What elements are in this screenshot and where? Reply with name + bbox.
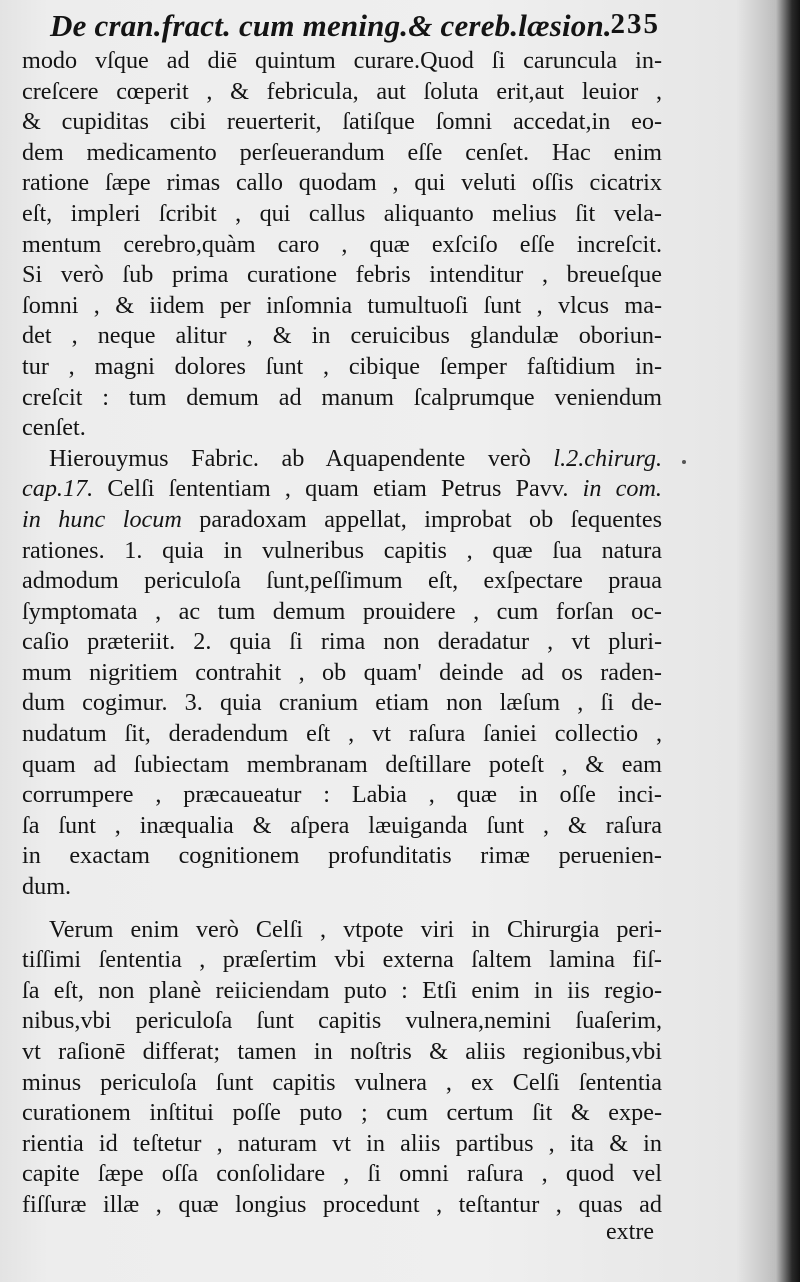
text-line: fiſſuræ illæ , quæ longius procedunt , teſtantur , quas ad — [22, 1190, 662, 1218]
text-line: ſa ſunt , inæqualia & aſpera læuiganda ſunt , & raſura — [22, 811, 662, 839]
text-line: creſcit : tum demum ad manum ſcalprumque veniendum — [22, 383, 662, 411]
margin-ink-dot — [682, 460, 686, 464]
citation-italic: cap.17. — [22, 475, 94, 503]
text-line: det , neque alitur , & in ceruicibus glandulæ oboriun- — [22, 322, 662, 350]
text-line: dum. — [22, 873, 72, 901]
text-line: corrumpere , præcaueatur : Labia , quæ in oſſe inci- — [22, 781, 662, 809]
paragraph-gap — [22, 903, 662, 915]
text-line: caſio præteriit. 2. quia ſi rima non deradatur , vt pluri- — [22, 628, 662, 656]
text-line: nibus,vbi periculoſa ſunt capitis vulnera,nemini ſuaſerim, — [22, 1007, 662, 1035]
text-line: vt raſionē differat; tamen in noſtris & aliis regionibus,vbi — [22, 1038, 662, 1065]
paragraph-1 — [22, 46, 662, 444]
text-run: Hierouymus Fabric. ab Aquapendente verò — [49, 444, 554, 472]
citation-italic: l.2.chirurg. — [553, 444, 662, 472]
text-line — [22, 474, 662, 505]
text-line: tur , magni dolores ſunt , cibique ſemper faſtidium in- — [22, 352, 662, 380]
catchword: extre — [606, 1219, 654, 1245]
text-line: ſomni , & iidem per inſomnia tumultuoſi ſunt , vlcus ma- — [22, 291, 662, 319]
text-run: Celſi ſententiam , quam etiam Petrus Pavv. — [93, 475, 583, 503]
text-line: curationem inſtitui poſſe puto ; cum certum ſit & expe- — [22, 1099, 662, 1127]
text-line: Verum enim verò Celſi , vtpote viri in Chirurgia peri- — [49, 915, 662, 943]
text-line: eſt, impleri ſcribit , qui callus aliquanto melius ſit vela- — [22, 199, 662, 227]
text-line: rientia id teſtetur , naturam vt in aliis partibus , ita & in — [22, 1129, 662, 1157]
text-line: ſymptomata , ac tum demum prouidere , cum forſan oc- — [22, 597, 662, 625]
text-line: cenſet. — [22, 414, 86, 442]
text-line: rationes. 1. quia in vulneribus capitis , quæ ſua natura — [22, 536, 662, 564]
running-title: De cran.fract. cum mening.& cereb.læsion. — [50, 8, 612, 43]
text-line: dem medicamento perſeuerandum eſſe cenſet. Hac enim — [22, 138, 662, 166]
text-line: & cupiditas cibi reuerterit, ſatiſque ſomni accedat,in eo- — [22, 108, 662, 136]
text-line: capite ſæpe oſſa conſolidare , ſi omni raſura , quod vel — [22, 1160, 662, 1188]
text-line: modo vſque ad diē quintum curare.Quod ſi caruncula in- — [22, 47, 662, 74]
paragraph-2 — [22, 444, 662, 903]
paragraph-3 — [22, 915, 662, 1221]
body-text — [22, 46, 662, 1221]
text-line: ſa eſt, non planè reiiciendam puto : Etſi enim in iis regio- — [22, 976, 662, 1004]
text-line: mum nigritiem contrahit , ob quam' deinde ad os raden- — [22, 658, 662, 686]
text-line: nudatum ſit, deradendum eſt , vt raſura ſaniei collectio , — [22, 720, 662, 748]
text-line: in exactam cognitionem profunditatis rimæ peruenien- — [22, 842, 662, 870]
text-run: paradoxam appellat, improbat ob ſequentes — [181, 505, 662, 533]
text-line — [22, 444, 662, 475]
text-line: ratione ſæpe rimas callo quodam , qui veluti oſſis cicatrix — [22, 169, 662, 197]
text-line: mentum cerebro,quàm caro , quæ exſciſo eſſe increſcit. — [22, 230, 662, 258]
text-line: quam ad ſubiectam membranam deſtillare poteſt , & eam — [22, 750, 662, 778]
text-line: admodum periculoſa ſunt,peſſimum eſt, exſpectare praua — [22, 567, 662, 595]
text-line: minus periculoſa ſunt capitis vulnera , ex Celſi ſententia — [22, 1068, 662, 1096]
text-line: dum cogimur. 3. quia cranium etiam non læſum , ſi de- — [22, 689, 662, 717]
page-number: 235 — [610, 8, 660, 40]
text-line: Si verò ſub prima curatione febris intenditur , breueſque — [22, 261, 662, 289]
citation-italic: in com. — [582, 475, 662, 503]
citation-italic: in hunc locum — [22, 505, 182, 533]
page-header — [50, 6, 660, 46]
text-line: creſcere cœperit , & febricula, aut ſoluta erit,aut leuior , — [22, 77, 662, 105]
text-line — [22, 505, 662, 536]
text-line: tiſſimi ſententia , præſertim vbi externa ſaltem lamina fiſ- — [22, 946, 662, 974]
